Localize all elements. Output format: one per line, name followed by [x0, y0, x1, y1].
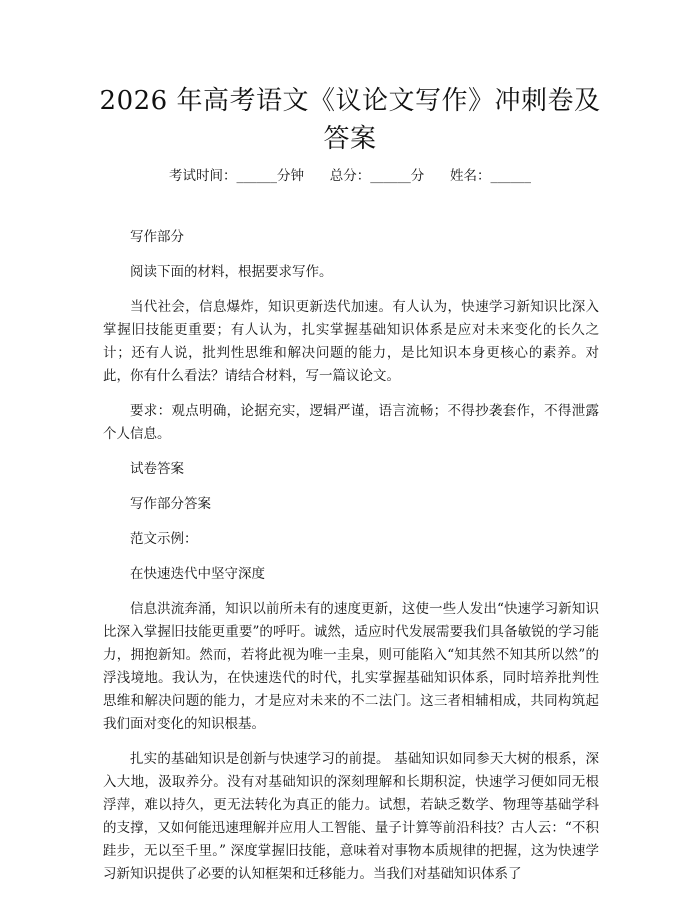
document-title: 2026 年高考语文《议论文写作》冲刺卷及答案: [99, 86, 601, 154]
essay-paragraph: 扎实的基础知识是创新与快速学习的前提。 基础知识如同参天大树的根系，深入大地，汲取养分。没有对基础知识的深刻理解和长期积淀，快速学习便如同无根浮萍，难以持久，更无法转化为真正的能力。试想，若缺乏数学、物理等基础学科的支撑，又如何能迅速理解并应用人工智能、量子计算等前沿科技？古人云：“不积跬步，无以至千里。” 深度掌握旧技能，意味着对事物本质规律的把握，这为快速学习新知识提供了必要的认知框架和迁移能力。当我们对基础知识体系了: [103, 751, 599, 882]
section-heading-writing: 写作部分: [130, 229, 184, 245]
essay-title: 在快速迭代中坚守深度: [130, 566, 265, 582]
document-body: [103, 226, 599, 898]
sample-essay-label: 范文示例：: [130, 531, 198, 547]
answer-heading: 试卷答案: [130, 461, 184, 477]
essay-paragraph: 信息洪流奔涌，知识以前所未有的速度更新，这使一些人发出“快速学习新知识比深入掌握旧技能更重要”的呼吁。诚然，适应时代发展需要我们具备敏锐的学习能力，拥抱新知。然而，若将此视为唯一圭臬，则可能陷入“知其然不知其所以然”的浮浅境地。我认为，在快速迭代的时代，扎实掌握基础知识体系，同时培养批判性思维和解决问题的能力，才是应对未来的不二法门。这三者相辅相成，共同构筑起我们面对变化的知识根基。: [103, 601, 599, 732]
instruction-paragraph: 阅读下面的材料，根据要求写作。: [130, 264, 333, 280]
material-paragraph: 当代社会，信息爆炸，知识更新迭代加速。有人认为，快速学习新知识比深入掌握旧技能更重要；有人认为，扎实掌握基础知识体系是应对未来变化的长久之计；还有人说，批判性思维和解决问题的能力，是比知识本身更核心的素养。对此，你有什么看法？请结合材料，写一篇议论文。: [103, 299, 599, 384]
writing-answer-heading: 写作部分答案: [130, 496, 211, 512]
exam-info-line: 考试时间：______分钟 总分：______分 姓名：______: [169, 168, 531, 184]
requirements-paragraph: 要求：观点明确，论据充实，逻辑严谨，语言流畅；不得抄袭套作，不得泄露个人信息。: [103, 403, 599, 442]
